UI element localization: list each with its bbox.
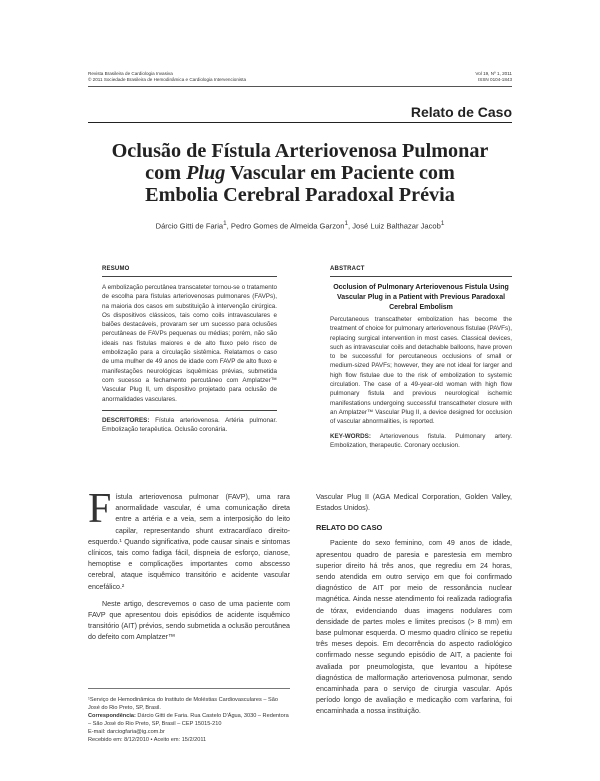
abstract-box: [330, 266, 512, 450]
footnotes: [88, 696, 290, 745]
author-2: Pedro Gomes de Almeida Garzon: [230, 221, 345, 231]
intro-paragraph-1: Fístula arteriovenosa pulmonar (FAVP), uma rara anormalidade vascular, é uma comunicação direta entre a artéria e a veia, sem a interposição do leito capilar, representando shunt extracardíaco direito-esquerdo.¹ Quando significativa, pode causar sinais e sintomas clínicos, tais como fadiga fácil, dispneia de esforço, cianose, hemoptise e complicações importantes como abscesso cerebral, ataque isquêmico transitório e acidente vascular encefálico.²: [88, 486, 290, 591]
article-title: [88, 140, 512, 206]
abstract-rule: [330, 276, 512, 277]
footnote-dates: Recebido em: 8/12/2010 • Aceito em: 15/2/2011: [88, 737, 207, 744]
resumo-keywords: DESCRITORES: Fístula arteriovenosa. Artéria pulmonar. Embolização terapêutica. Oclusão coronária.: [102, 416, 277, 434]
resumo-heading: RESUMO: [102, 266, 130, 272]
footnote-rule: [88, 688, 290, 689]
case-paragraph-1: Paciente do sexo feminino, com 49 anos de idade, apresentou quadro de paresia e parestesia em membro superior direito há três anos, que regrediu em 24 horas, sendo atendida em outro serviço em que foi confirmado diagnóstico de AIT por meio de ressonância nuclear magnética. Ainda nesse atendimento foi realizada radiografia de tórax, evidenciando duas imagens nodulares com densidade de partes moles e limites precisos (> 8 mm) em base pulmonar esquerda. O mesmo quadro clínico se repetiu três meses depois. Em decorrência do aspecto radiológico confirmado nesse segundo episódio de AIT, a paciente foi avaliada por pneumologista, que levantou a hipótese diagnóstica de malformação arteriovenosa pulmonar, sendo encaminhada para o serviço de cirurgia vascular. Após período longo de avaliação e medicação com varfarina, foi encaminhada a nossa instituição.: [316, 539, 512, 716]
resumo-text: A embolização percutânea transcateter tornou-se o tratamento de escolha para fístulas arteriovenosas pulmonares (FAVPs), na maioria dos casos em substituição à intervenção cirúrgica. Os dispositivos clássicos, tais como coils intravasculares e balões destacáveis, provaram ser um sucesso para oclusões percutâneas de FAVPs pequenas ou médias; porém, não são ideais nas fístulas maiores e de alto fluxo pelo risco de embolização para a circulação sistêmica. Relatamos o caso de uma mulher de 49 anos de idade com FAVP de alto fluxo e manifestações neurológicas isquêmicas prévias, submetida com sucesso a fechamento percutâneo com Amplatzer™ Vascular Plug II, um dispositivo projetado para oclusão de anormalidades vasculares.: [102, 284, 277, 403]
journal-name: Revista Brasileira de Cardiologia Invasiva: [88, 71, 173, 76]
title-italic-word: Plug: [186, 162, 226, 184]
section-rule: [88, 122, 512, 123]
author-1: Dárcio Gitti de Faria: [155, 221, 224, 231]
case-section-heading: RELATO DO CASO: [316, 523, 383, 533]
footnote-email: E-mail: darciogfaria@ig.com.br: [88, 729, 165, 736]
resumo-rule: [102, 276, 277, 277]
abstract-keywords: KEY-WORDS: Arteriovenous fistula. Pulmonary artery. Embolization, therapeutic. Coronary occlusion.: [330, 432, 512, 449]
intro-paragraph-2: Neste artigo, descrevemos o caso de uma paciente com FAVP que apresentou dois episódios de acidente isquêmico transitório (AIT) prévios, sendo submetida a oclusão percutânea do defeito com Amplatzer™: [88, 599, 290, 642]
author-3: José Luiz Balthazar Jacob: [352, 221, 441, 231]
footnote-affiliation: ¹Serviço de Hemodinâmica do Instituto de Moléstias Cardiovasculares – São José do Rio Preto, SP, Brasil.: [88, 697, 278, 712]
journal-header: [88, 71, 348, 84]
title-line-1: Oclusão de Fístula Arteriovenosa Pulmonar: [111, 140, 489, 162]
journal-copyright: © 2011 Sociedade Brasileira de Hemodinâmica e Cardiologia Intervencionista: [88, 77, 247, 83]
journal-volume-block: [392, 71, 512, 84]
intro-column: [88, 486, 290, 644]
continuation-text: Vascular Plug II (AGA Medical Corporation, Golden Valley, Estados Unidos).: [316, 493, 512, 513]
authors: Dárcio Gitti de Faria$^1$, Pedro Gomes de Almeida Garzon$^1$, José Luiz Balthazar Jacob$^1$: [155, 220, 445, 231]
journal-volume: Vol 19, Nº 1, 2011: [475, 71, 512, 76]
section-tag: Relato de Caso: [410, 104, 512, 120]
title-line-2: com Plug Vascular em Paciente com: [145, 162, 455, 184]
abstract-title: Occlusion of Pulmonary Arteriovenous Fistula Using Vascular Plug in a Patient with Previous Paradoxal Cerebral Embolism: [333, 284, 509, 311]
resumo-kw-rule: [102, 410, 277, 411]
title-line-3: Embolia Cerebral Paradoxal Prévia: [145, 184, 455, 206]
header-rule: [88, 86, 512, 87]
case-column: [316, 492, 512, 718]
drop-cap: F: [88, 486, 112, 532]
resumo-box: [102, 266, 277, 434]
journal-issn: ISSN 0104-1843: [478, 77, 512, 83]
abstract-text: Percutaneous transcatheter embolization has become the treatment of choice for pulmonary arteriovenous fistulae (PAVFs), replacing surgical intervention in most cases. Classical devices, such as intravascular coils and detachable balloons, have proven to be successful for percutaneous occlusions of small or medium-sized PAVFs; however, they are not ideal for larger and high flow fistulae due to the risk of embolization to systemic circulation. The case of a 49-year-old woman with high flow pulmonary fistula and previous neurological ischemic manifestations undergoing successful transcatheter closure with an Amplatzer™ Vascular Plug II, a device designed for occlusion of vascular abnormalities, is reported.: [330, 316, 512, 426]
footnote-correspondence: Correspondência: Dárcio Gitti de Faria. Rua Castelo D'Água, 3030 – Redentora – São José do Rio Preto, SP, Brasil – CEP 15015-210: [88, 713, 289, 728]
abstract-heading: ABSTRACT: [330, 266, 365, 272]
